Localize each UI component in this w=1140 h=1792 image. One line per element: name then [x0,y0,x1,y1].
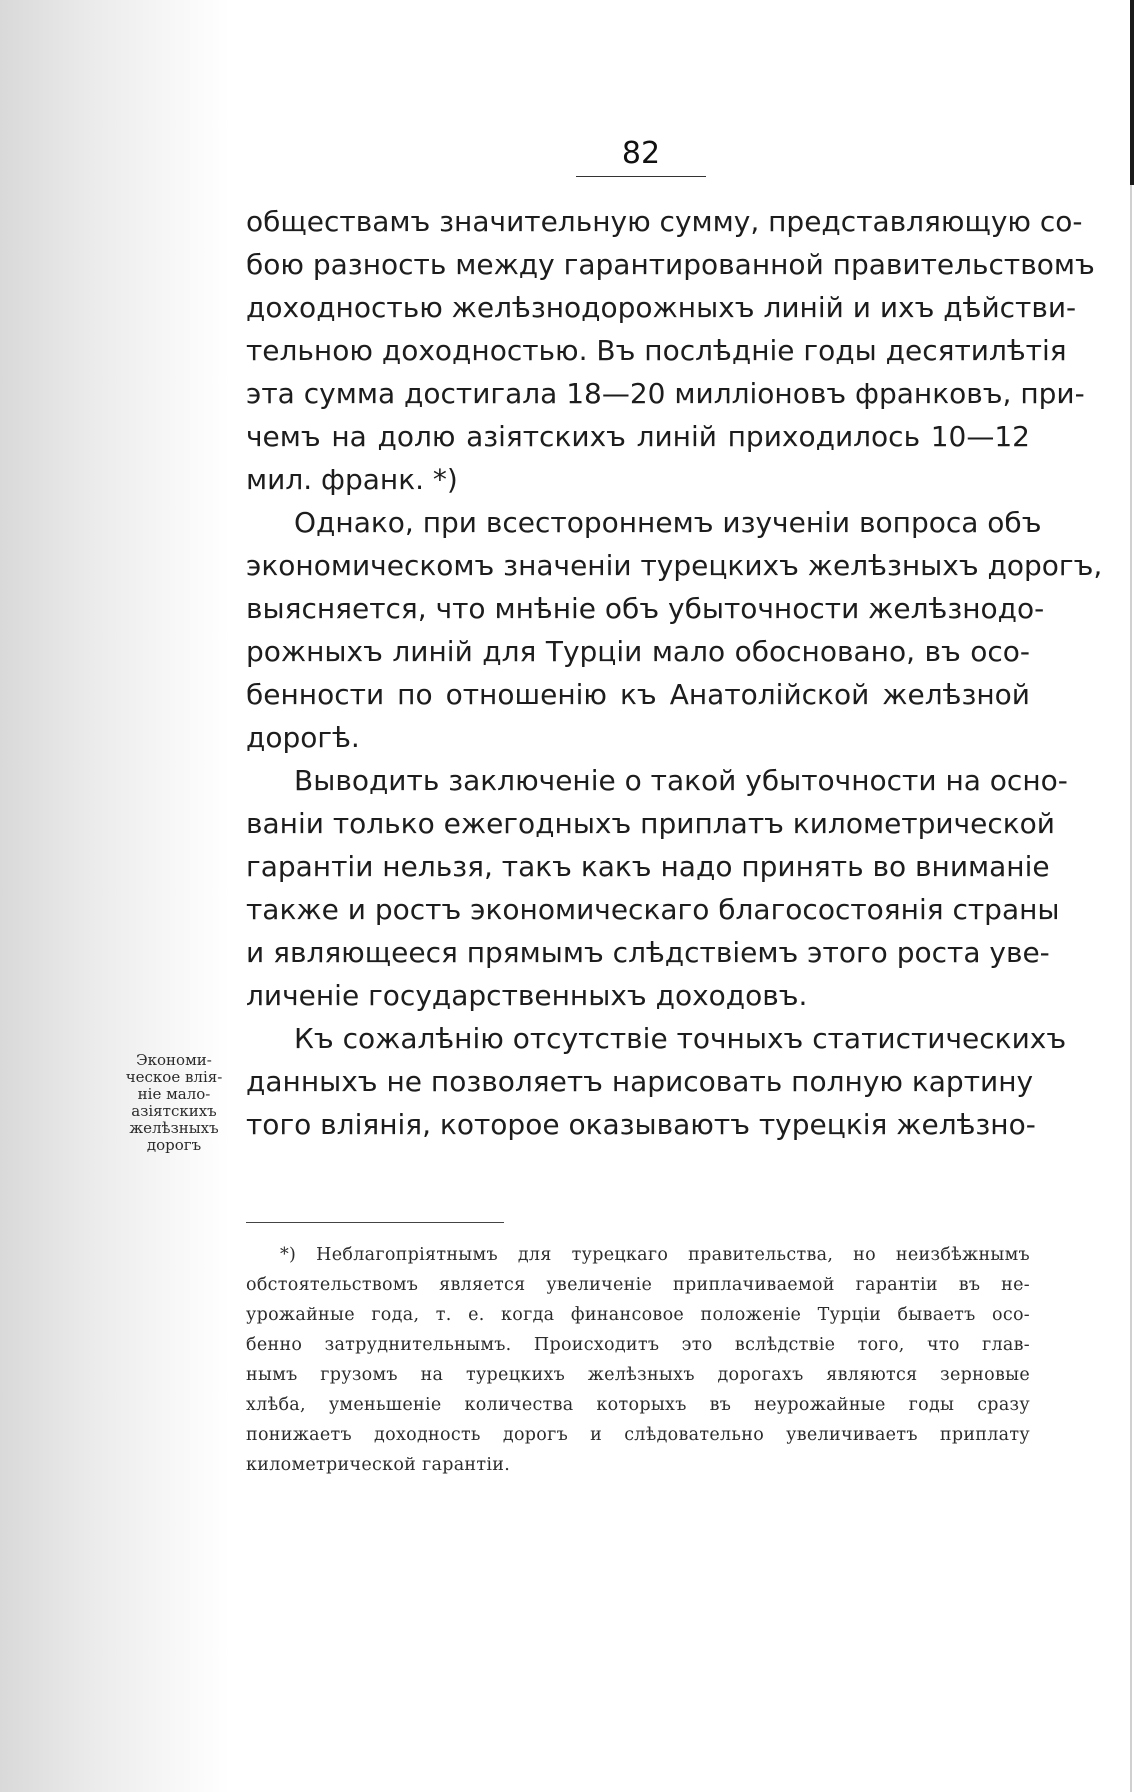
body-line: личеніе государственныхъ доходовъ. [246,979,808,1012]
body-line: рожныхъ линій для Турціи мало обосновано, въ осо- [246,635,1030,668]
footnote-line: обстоятельствомъ является увеличеніе приплачиваемой гарантіи въ не- [246,1275,1030,1295]
footnote-line: нымъ грузомъ на турецкихъ желѣзныхъ дорогахъ являются зерновые [246,1365,1030,1385]
footnote-line: урожайные года, т. е. когда финансовое положеніе Турціи бываетъ осо- [246,1305,1030,1325]
body-line: экономическомъ значеніи турецкихъ желѣзныхъ дорогъ, [246,549,1103,582]
body-line: чемъ на долю азіятскихъ линій приходилось 10—12 [246,420,1030,453]
margin-note-line: дорогъ [146,1136,202,1154]
page-number: 82 [621,136,661,171]
body-line: дорогѣ. [246,721,360,754]
margin-note-line: ческое влія- [125,1068,223,1086]
body-line: выясняется, что мнѣніе объ убыточности желѣзнодо- [246,592,1045,625]
body-line: доходностью желѣзнодорожныхъ линій и ихъ дѣйстви- [246,291,1077,324]
footnote-line: понижаетъ доходность дорогъ и слѣдовательно увеличиваетъ приплату [246,1425,1030,1445]
body-line: эта сумма достигала 18—20 милліоновъ франковъ, при- [246,377,1085,410]
margin-note [112,1052,236,1154]
body-line: Выводить заключеніе о такой убыточности на осно- [294,764,1068,797]
scan-edge-line [1130,0,1134,185]
scan-shadow [0,0,230,1792]
body-line: и являющееся прямымъ слѣдствіемъ этого роста уве- [246,936,1050,969]
margin-note-line: Экономи- [136,1051,212,1069]
body-line: также и ростъ экономическаго благосостоянія страны [246,893,1060,926]
body-text [246,200,1103,1146]
body-line: ваніи только ежегодныхъ приплатъ километрической [246,807,1055,840]
margin-note-line: азіятскихъ [131,1102,217,1120]
body-line: данныхъ не позволяетъ нарисовать полную картину [246,1065,1034,1098]
footnote-line: *) Неблагопріятнымъ для турецкаго правительства, но неизбѣжнымъ [280,1245,1030,1265]
body-line: того вліянія, которое оказываютъ турецкія желѣзно- [246,1108,1036,1141]
body-line: обществамъ значительную сумму, представляющую со- [246,205,1083,238]
body-line: Однако, при всестороннемъ изученіи вопроса объ [294,506,1042,539]
margin-note-line: ніе мало- [137,1085,211,1103]
footnote-separator [246,1222,504,1223]
body-line: мил. франк. *) [246,463,458,496]
footnote [246,1240,1030,1480]
footnote-line: километрической гарантіи. [246,1455,511,1475]
footnote-line: бенно затруднительнымъ. Происходитъ это вслѣдствіе того, что глав- [246,1335,1030,1355]
body-line: тельною доходностью. Въ послѣдніе годы десятилѣтія [246,334,1067,367]
margin-note-line: желѣзныхъ [129,1119,219,1137]
footnote-line: хлѣба, уменьшеніе количества которыхъ въ неурожайные годы сразу [246,1395,1030,1415]
body-line: гарантіи нельзя, такъ какъ надо принять во вниманіе [246,850,1050,883]
body-line: бенности по отношенію къ Анатолійской желѣзной [246,678,1030,711]
body-line: Къ сожалѣнію отсутствіе точныхъ статистическихъ [294,1022,1067,1055]
body-line: бою разность между гарантированной правительствомъ [246,248,1095,281]
page-number-rule [576,176,706,177]
scan-edge-line-thin [1130,185,1132,1792]
